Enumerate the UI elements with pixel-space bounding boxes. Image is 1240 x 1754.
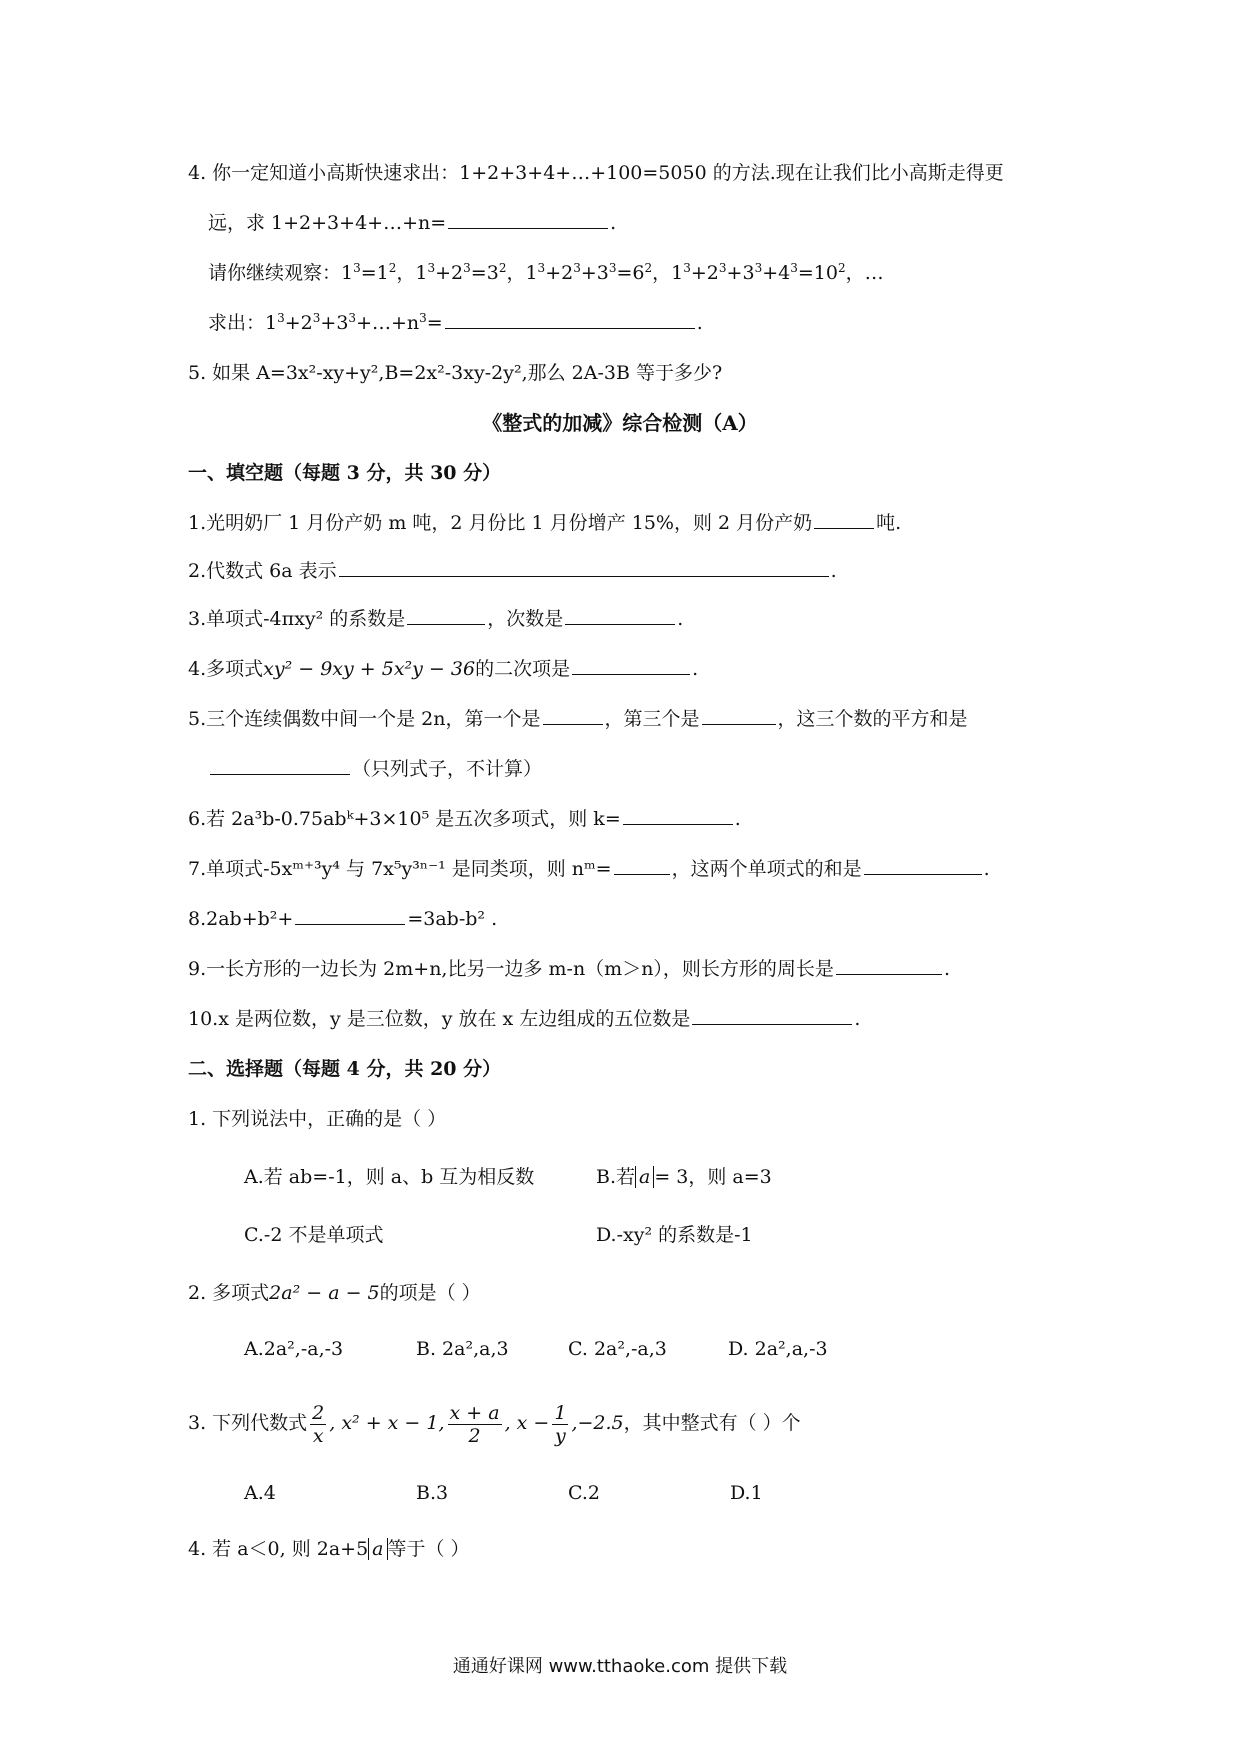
question-text: ，其中整式有（ ）个 — [623, 1412, 801, 1434]
fraction: $\frac{x + a}{2}$ — [449, 1401, 500, 1447]
question-text: . — [692, 658, 699, 680]
question-text: 1.光明奶厂 1 月份产奶 m 吨，2 月份比 1 月份增产 15%，则 2 月份产奶 — [188, 512, 813, 534]
answer-blank[interactable] — [339, 575, 829, 577]
period: . — [610, 212, 617, 234]
question-text: 10.x 是两位数，y 是三位数，y 放在 x 左边组成的五位数是 — [188, 1008, 691, 1030]
question-text: . — [734, 808, 741, 830]
fill-q10 — [188, 1006, 860, 1032]
question-text: ，这三个数的平方和是 — [777, 708, 968, 730]
prev-q4-line4: 求出：$1^3+2^3+3^3+\dots+n^3=$ . — [208, 311, 703, 334]
answer-blank[interactable] — [836, 973, 942, 975]
fill-q7 — [188, 856, 990, 882]
question-text: . — [983, 858, 990, 880]
option-text: = 3，则 a=3 — [654, 1166, 772, 1188]
answer-blank[interactable] — [692, 1023, 852, 1025]
question-text: 吨. — [876, 512, 902, 534]
question-text: =3ab-b² . — [407, 908, 498, 930]
find-label: 求出： — [208, 312, 266, 334]
question-text: . — [854, 1008, 861, 1030]
polynomial-expression: xy² − 9xy + 5x²y − 36 — [263, 658, 476, 680]
question-text: ，这两个单项式的和是 — [671, 858, 862, 880]
question-text: . — [677, 608, 684, 630]
page-title: 《整式的加减》综合检测（A） — [482, 411, 758, 435]
answer-blank[interactable] — [407, 623, 485, 625]
answer-blank[interactable] — [572, 673, 690, 675]
fill-q2 — [188, 558, 837, 584]
question-text: 等于（ ） — [387, 1538, 470, 1560]
choice-q1-option-a[interactable]: A.若 ab=-1，则 a、b 互为相反数 — [244, 1166, 535, 1188]
choice-q3-option-d[interactable]: D.1 — [730, 1482, 763, 1504]
expression: ,−2.5 — [571, 1412, 624, 1434]
question-text: ，第三个是 — [604, 708, 700, 730]
question-text: 的二次项是 — [475, 658, 571, 680]
option-text: B.若 — [596, 1166, 636, 1188]
answer-blank[interactable] — [445, 327, 695, 329]
question-text: 2.代数式 6a 表示 — [188, 560, 337, 582]
choice-q1: 1. 下列说法中，正确的是（ ） — [188, 1108, 447, 1130]
question-text: 4.多项式 — [188, 658, 264, 680]
question-text: 5.三个连续偶数中间一个是 2n，第一个是 — [188, 708, 541, 730]
question-text: 2. 多项式 — [188, 1282, 270, 1304]
question-text: 6.若 2a³b-0.75abᵏ+3×10⁵ 是五次多项式，则 k= — [188, 808, 621, 830]
fill-q5 — [188, 706, 968, 732]
answer-blank[interactable] — [614, 873, 670, 875]
fill-q6 — [188, 806, 741, 832]
question-text: （只列式子，不计算） — [352, 758, 543, 780]
answer-blank[interactable] — [623, 823, 733, 825]
choice-q2-option-a[interactable]: A.2a²,-a,-3 — [244, 1338, 344, 1360]
question-text: 4. 若 a＜0, 则 2a+5 — [188, 1538, 369, 1560]
choice-q3-option-c[interactable]: C.2 — [568, 1482, 600, 1504]
expression: , x² + x − 1, — [329, 1412, 445, 1434]
prev-q4-text: 远，求 1+2+3+4+…+n= — [208, 212, 447, 234]
prev-q4-line3: 请你继续观察：$1^3=1^2$，$1^3+2^3=3^2$，$1^3+2^3+3^3=6^2$，$1^3+2^3+3^3+4^3=10^2$，… — [208, 261, 884, 284]
fill-q4 — [188, 656, 698, 682]
choice-q1-option-b[interactable] — [596, 1164, 772, 1190]
fraction: $\frac{1}{y}$ — [554, 1401, 567, 1447]
choice-q1-option-d[interactable]: D.-xy² 的系数是-1 — [596, 1224, 753, 1246]
fill-q1 — [188, 510, 901, 536]
choice-q2-option-b[interactable]: B. 2a²,a,3 — [416, 1338, 509, 1360]
question-text: ，次数是 — [487, 608, 564, 630]
choice-q3 — [188, 1398, 801, 1448]
answer-blank[interactable] — [448, 227, 608, 229]
choice-q2 — [188, 1280, 481, 1306]
question-text: 3. 下列代数式 — [188, 1412, 308, 1434]
fill-q5-cont — [208, 756, 542, 782]
answer-blank[interactable] — [543, 723, 603, 725]
absolute-value: a — [368, 1538, 387, 1560]
answer-blank[interactable] — [565, 623, 675, 625]
choice-q1-option-c[interactable]: C.-2 不是单项式 — [244, 1224, 384, 1246]
question-text: 9.一长方形的一边长为 2m+n,比另一边多 m-n（m＞n），则长方形的周长是 — [188, 958, 834, 980]
choice-q2-option-c[interactable]: C. 2a²,-a,3 — [568, 1338, 667, 1360]
question-text: . — [943, 958, 950, 980]
answer-blank[interactable] — [295, 923, 405, 925]
answer-blank[interactable] — [814, 527, 874, 529]
absolute-value: a — [635, 1166, 654, 1188]
fill-q3 — [188, 606, 683, 632]
question-text: 8.2ab+b²+ — [188, 908, 294, 930]
answer-blank[interactable] — [702, 723, 776, 725]
answer-blank[interactable] — [864, 873, 982, 875]
choice-q4 — [188, 1536, 470, 1562]
section-heading-choice: 二、选择题（每题 4 分，共 20 分） — [188, 1058, 502, 1080]
section-heading-fill-in: 一、填空题（每题 3 分，共 30 分） — [188, 462, 502, 484]
question-text: . — [830, 560, 837, 582]
prev-q4-line2 — [208, 210, 616, 236]
fill-q9 — [188, 956, 950, 982]
polynomial-expression: 2a² − a − 5 — [269, 1282, 380, 1304]
expression: , x − — [504, 1412, 550, 1434]
prev-q5: 5. 如果 A=3x²-xy+y²,B=2x²-3xy-2y²,那么 2A-3B 等于多少? — [188, 362, 723, 384]
choice-q3-option-a[interactable]: A.4 — [244, 1482, 276, 1504]
question-text: 7.单项式-5xᵐ⁺³y⁴ 与 7x⁵y³ⁿ⁻¹ 是同类项，则 nᵐ= — [188, 858, 612, 880]
question-text: 的项是（ ） — [379, 1282, 481, 1304]
fraction: $\frac{2}{x}$ — [312, 1401, 325, 1447]
choice-q3-option-b[interactable]: B.3 — [416, 1482, 449, 1504]
question-text: 3.单项式-4πxy² 的系数是 — [188, 608, 406, 630]
fill-q8 — [188, 906, 497, 932]
page-footer: 通通好课网 www.tthaoke.com 提供下载 — [452, 1656, 788, 1677]
prev-q4-line1: 4. 你一定知道小高斯快速求出：1+2+3+4+…+100=5050 的方法.现在让我们比小高斯走得更 — [188, 162, 1004, 184]
choice-q2-option-d[interactable]: D. 2a²,a,-3 — [728, 1338, 828, 1360]
answer-blank[interactable] — [210, 773, 350, 775]
observe-label: 请你继续观察： — [208, 262, 342, 284]
